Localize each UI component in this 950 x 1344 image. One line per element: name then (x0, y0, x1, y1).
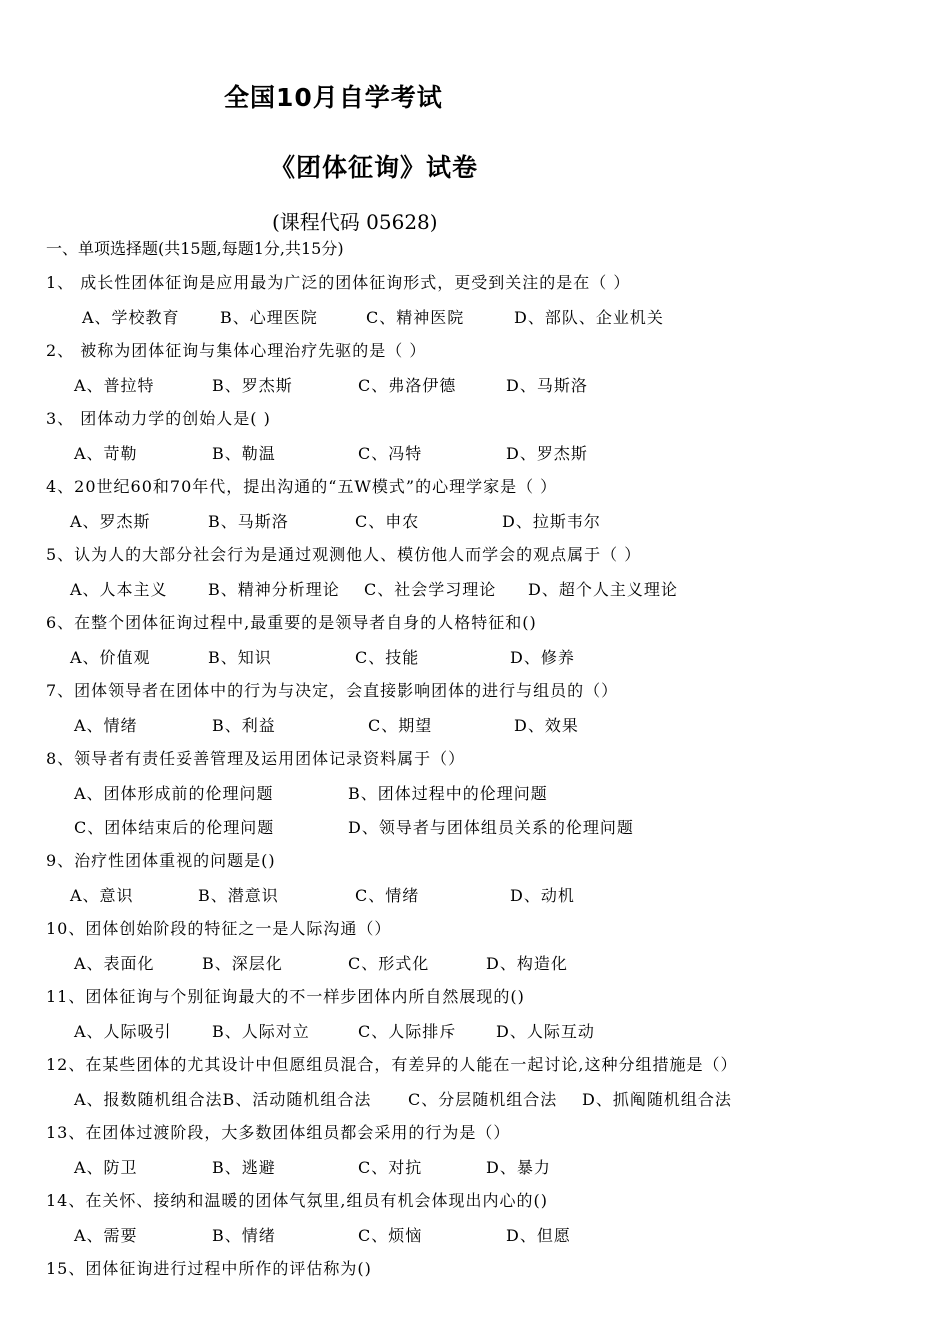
question-4 (0, 470, 950, 504)
answer-option: D、动机 (510, 886, 575, 905)
option-row (0, 1082, 950, 1116)
answer-option: A、表面化 (74, 954, 155, 973)
question-stem: 13、在团体过渡阶段，大多数团体组员都会采用的行为是（） (46, 1123, 511, 1142)
answer-option: A、报数随机组合法B、活动随机组合法 (74, 1090, 372, 1109)
answer-option: C、形式化 (348, 954, 430, 973)
option-row (0, 368, 950, 402)
answer-option: C、申农 (355, 512, 420, 531)
answer-option: C、人际排斥 (358, 1022, 457, 1041)
question-5 (0, 538, 950, 572)
answer-option: A、情绪 (74, 716, 138, 735)
question-stem: 11、团体征询与个别征询最大的不一样步团体内所自然展现的() (46, 987, 525, 1006)
answer-option: A、普拉特 (74, 376, 155, 395)
answer-option: D、超个人主义理论 (528, 580, 678, 599)
answer-option: C、弗洛伊德 (358, 376, 457, 395)
answer-option: C、期望 (368, 716, 433, 735)
answer-option: D、人际互动 (496, 1022, 595, 1041)
option-row (0, 946, 950, 980)
course-code: (课程代码 05628) (272, 210, 438, 234)
answer-option: A、苛勒 (74, 444, 138, 463)
answer-option: D、暴力 (486, 1158, 551, 1177)
answer-option: C、情绪 (355, 886, 420, 905)
answer-option: B、知识 (208, 648, 272, 667)
question-1 (0, 266, 950, 300)
answer-option: B、精神分析理论 (208, 580, 340, 599)
question-stem: 12、在某些团体的尤其设计中但愿组员混合，有差异的人能在一起讨论,这种分组措施是（） (46, 1055, 738, 1074)
answer-option: D、马斯洛 (506, 376, 588, 395)
question-stem: 3、 团体动力学的创始人是( ) (46, 409, 271, 428)
answer-option: B、深层化 (202, 954, 283, 973)
question-14 (0, 1184, 950, 1218)
exam-title: 全国10月自学考试 (224, 83, 443, 112)
answer-option: A、意识 (70, 886, 134, 905)
question-stem: 9、治疗性团体重视的问题是() (46, 851, 276, 870)
answer-option: A、人本主义 (70, 580, 168, 599)
answer-option: C、对抗 (358, 1158, 423, 1177)
answer-option: B、人际对立 (212, 1022, 310, 1041)
question-stem: 4、20世纪60和70年代，提出沟通的“五W模式”的心理学家是（ ） (46, 477, 558, 496)
option-row (0, 1150, 950, 1184)
question-8 (0, 742, 950, 776)
option-row (0, 300, 950, 334)
answer-option: B、勒温 (212, 444, 276, 463)
option-row (0, 1014, 950, 1048)
answer-option: C、分层随机组合法 (408, 1090, 558, 1109)
answer-option: D、部队、企业机关 (514, 308, 664, 327)
answer-option: B、马斯洛 (208, 512, 289, 531)
answer-option: A、团体形成前的伦理问题 (74, 784, 274, 803)
question-15 (0, 1252, 950, 1286)
answer-option: B、利益 (212, 716, 276, 735)
answer-option: A、罗杰斯 (70, 512, 151, 531)
question-stem: 2、 被称为团体征询与集体心理治疗先驱的是（ ） (46, 341, 427, 360)
answer-option: B、团体过程中的伦理问题 (348, 784, 548, 803)
answer-option: D、但愿 (506, 1226, 571, 1245)
answer-option: B、情绪 (212, 1226, 276, 1245)
question-stem: 15、团体征询进行过程中所作的评估称为() (46, 1259, 372, 1278)
answer-option: B、罗杰斯 (212, 376, 293, 395)
question-stem: 8、领导者有责任妥善管理及运用团体记录资料属于（） (46, 749, 466, 768)
option-row (0, 640, 950, 674)
question-list (0, 266, 950, 1286)
answer-option: D、拉斯韦尔 (502, 512, 601, 531)
question-13 (0, 1116, 950, 1150)
option-row (0, 878, 950, 912)
answer-option: B、逃避 (212, 1158, 276, 1177)
option-row (0, 776, 950, 810)
exam-subtitle: 《团体征询》试卷 (270, 153, 479, 182)
question-stem: 14、在关怀、接纳和温暖的团体气氛里,组员有机会体现出内心的() (46, 1191, 548, 1210)
answer-option: D、效果 (514, 716, 579, 735)
answer-option: D、抓阄随机组合法 (582, 1090, 732, 1109)
option-row (0, 1218, 950, 1252)
question-9 (0, 844, 950, 878)
option-row (0, 810, 950, 844)
answer-option: C、烦恼 (358, 1226, 423, 1245)
question-6 (0, 606, 950, 640)
answer-option: A、价值观 (70, 648, 151, 667)
answer-option: D、领导者与团体组员关系的伦理问题 (348, 818, 634, 837)
answer-option: B、潜意识 (198, 886, 279, 905)
answer-option: C、技能 (355, 648, 420, 667)
answer-option: C、社会学习理论 (364, 580, 497, 599)
question-10 (0, 912, 950, 946)
question-11 (0, 980, 950, 1014)
answer-option: D、罗杰斯 (506, 444, 588, 463)
question-stem: 5、认为人的大部分社会行为是通过观测他人、模仿他人而学会的观点属于（ ） (46, 545, 642, 564)
option-row (0, 572, 950, 606)
answer-option: C、团体结束后的伦理问题 (74, 818, 275, 837)
option-row (0, 504, 950, 538)
question-stem: 7、团体领导者在团体中的行为与决定，会直接影响团体的进行与组员的（） (46, 681, 619, 700)
question-stem: 1、 成长性团体征询是应用最为广泛的团体征询形式，更受到关注的是在（ ） (46, 273, 631, 292)
question-12 (0, 1048, 950, 1082)
option-row (0, 436, 950, 470)
question-3 (0, 402, 950, 436)
section-heading: 一、单项选择题(共15题,每题1分,共15分) (46, 239, 344, 258)
answer-option: C、精神医院 (366, 308, 465, 327)
question-stem: 10、团体创始阶段的特征之一是人际沟通（） (46, 919, 392, 938)
answer-option: D、构造化 (486, 954, 568, 973)
question-stem: 6、在整个团体征询过程中,最重要的是领导者自身的人格特征和() (46, 613, 537, 632)
answer-option: D、修养 (510, 648, 575, 667)
answer-option: C、冯特 (358, 444, 423, 463)
answer-option: A、防卫 (74, 1158, 138, 1177)
answer-option: B、心理医院 (220, 308, 318, 327)
answer-option: A、人际吸引 (74, 1022, 172, 1041)
option-row (0, 708, 950, 742)
answer-option: A、学校教育 (82, 308, 180, 327)
question-2 (0, 334, 950, 368)
question-7 (0, 674, 950, 708)
answer-option: A、需要 (74, 1226, 138, 1245)
